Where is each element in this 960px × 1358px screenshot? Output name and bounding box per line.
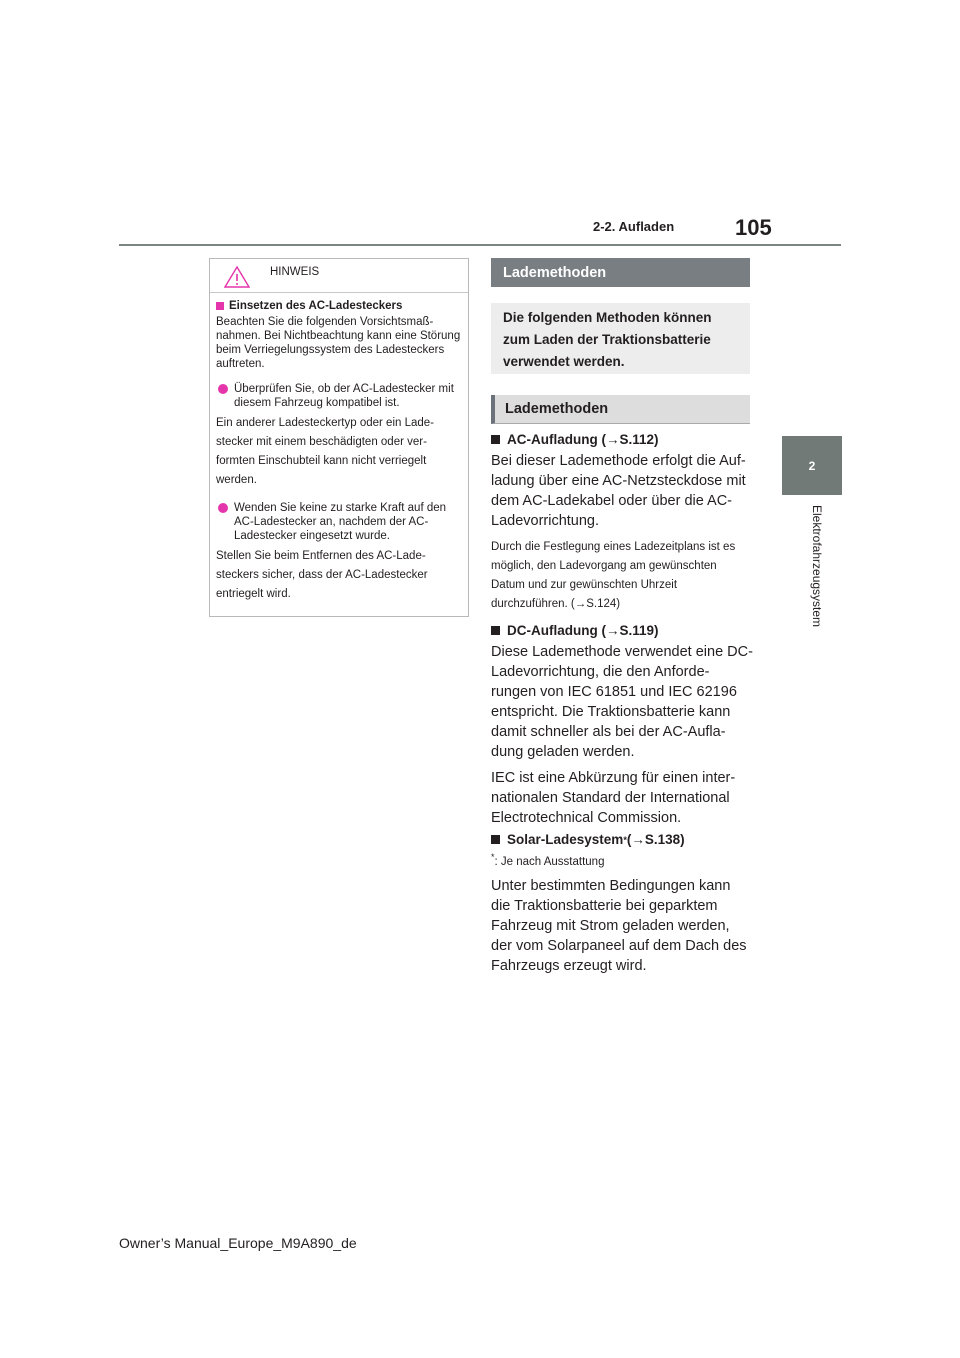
note-intro: Beachten Sie die folgenden Vorsichtsmaß-nahmen. Bei Nichtbeachtung kann eine Störung beim Verriegelungssystem des Ladesteckers auftreten. (216, 316, 461, 370)
note-bullet-2 (216, 501, 462, 543)
note-title: HINWEIS (270, 266, 320, 278)
square-bullet-icon (491, 835, 500, 844)
intro-box: Die folgenden Methoden können zum Laden der Traktionsbatterie verwendet werden. (491, 303, 750, 374)
circle-bullet-icon (218, 503, 228, 513)
note-header (210, 259, 468, 293)
warning-triangle-icon (224, 266, 250, 288)
note-bullet-1-text: Überprüfen Sie, ob der AC-Ladestecker mit diesem Fahrzeug kompatibel ist. (234, 383, 454, 409)
solar-heading-text: Solar-Ladesystem (507, 832, 624, 847)
footnote-text: : Je nach Ausstattung (494, 855, 605, 868)
ac-heading-text: AC-Aufladung (→S.112) (507, 432, 659, 447)
ac-note: Durch die Festlegung eines Ladezeitplans ist es möglich, den Ladevorgang am gewünschten Datum und zur gewünschten Uhrzeit durchzuführen. (→S.124) (491, 541, 736, 610)
note-text-2: Stellen Sie beim Entfernen des AC-Lade-steckers sicher, dass der AC-Ladestecker entriegelt wird. (216, 550, 428, 600)
note-bullet-2-text: Wenden Sie keine zu starke Kraft auf den AC-Ladestecker an, nachdem der AC-Ladestecker eingesetzt wurde. (234, 502, 447, 542)
page-number: 105 (735, 215, 772, 240)
solar-section (491, 832, 753, 976)
dc-body: Diese Lademethode verwendet eine DC-Ladevorrichtung, die den Anforde-rungen von IEC 61851 und IEC 62196 entspricht. Die Traktionsbatterie kann damit schneller als bei der AC-Aufla-dung geladen werden. (491, 644, 753, 760)
solar-footnote-mark: * (623, 834, 627, 845)
dc-heading-text: DC-Aufladung (→S.119) (507, 623, 659, 638)
dc-body-2: IEC ist eine Abkürzung für einen inter-nationalen Standard der International Electrotechnical Commission. (491, 770, 736, 826)
ac-heading (491, 432, 753, 447)
footnote-mark: * (491, 852, 495, 862)
square-bullet-icon (216, 302, 224, 310)
note-subtitle (216, 299, 462, 313)
note-subtitle-text: Einsetzen des AC-Ladesteckers (229, 300, 403, 312)
footnote (491, 852, 753, 868)
square-bullet-icon (491, 626, 500, 635)
solar-ref: (→S.138) (626, 832, 685, 847)
sub-heading: Lademethoden (491, 395, 750, 424)
dc-section (491, 623, 753, 828)
section-bar: Lademethoden (491, 258, 750, 287)
ac-body: Bei dieser Lademethode erfolgt die Auf-ladung über eine AC-Netzsteckdose mit dem AC-Ladekabel oder über die AC-Ladevorrichtung. (491, 453, 746, 529)
chapter-number: 2 (808, 458, 816, 473)
footer-manual: Owner’s Manual_Europe_M9A890_de (119, 1235, 357, 1251)
chapter-title-text: Elektrofahrzeugsystem (810, 505, 824, 628)
chapter-title (810, 505, 824, 645)
chapter-tab (782, 436, 842, 495)
header-divider (119, 244, 841, 246)
solar-body: Unter bestimmten Bedingungen kann die Traktionsbatterie bei geparktem Fahrzeug mit Strom geladen werden, der vom Solarpaneel auf dem Dach des Fahrzeugs erzeugt wird. (491, 877, 747, 974)
note-bullet-1 (216, 382, 462, 410)
ac-section (491, 432, 753, 614)
note-box (209, 258, 469, 617)
note-text-1: Ein anderer Ladesteckertyp oder ein Lade-stecker mit einem beschädigten oder ver-formten Einschubteil kann nicht verriegelt werden. (216, 417, 435, 486)
circle-bullet-icon (218, 384, 228, 394)
dc-heading (491, 623, 753, 638)
solar-heading (491, 832, 753, 847)
section-label: 2-2. Aufladen (593, 219, 675, 234)
square-bullet-icon (491, 435, 500, 444)
